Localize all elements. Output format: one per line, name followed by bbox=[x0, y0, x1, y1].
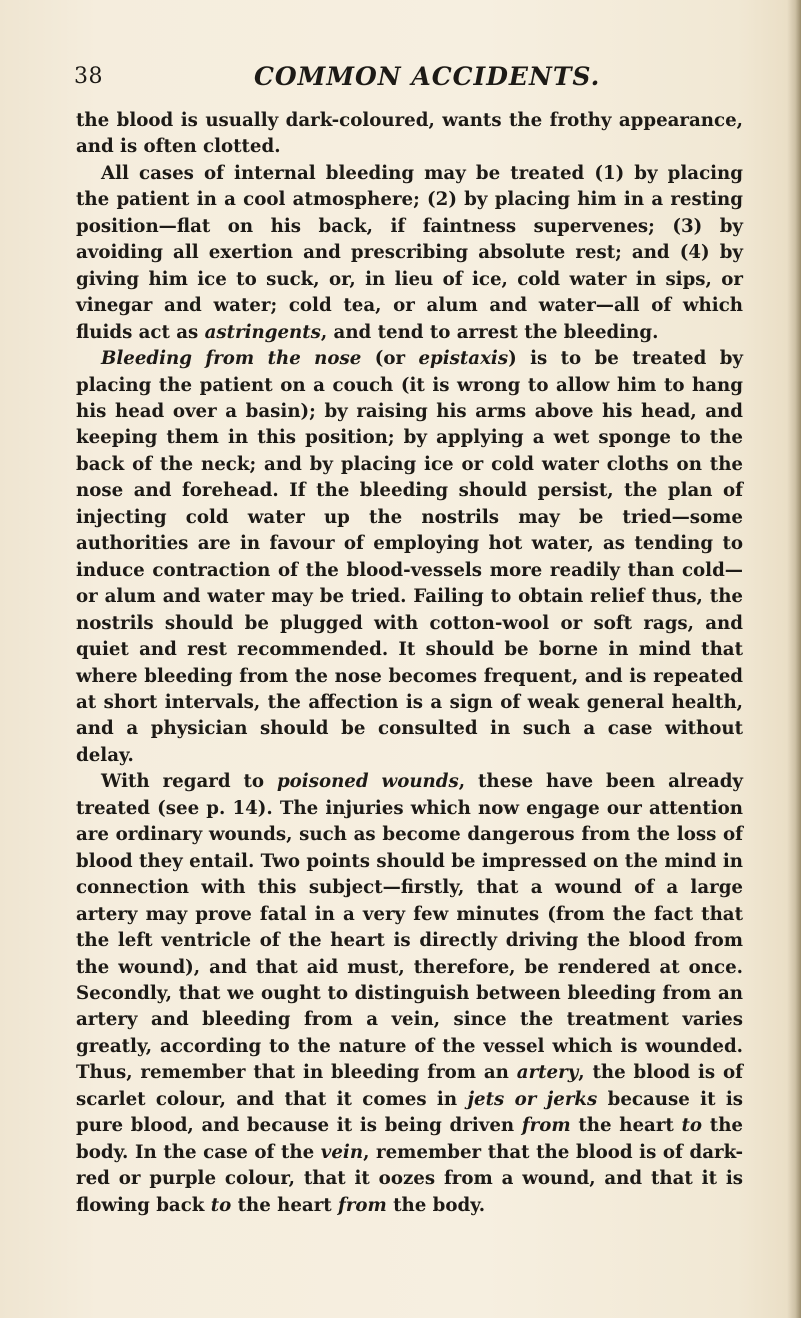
paragraph-4-text: , the blood is of scarlet colour, and that it comes in bbox=[76, 1062, 743, 1110]
paragraph-2-text-end: , and tend to arrest the bleeding. bbox=[320, 321, 659, 343]
body-text bbox=[76, 108, 743, 1219]
paragraph-4-text: , these have been already treated (see p. 14). The injuries which now engage our attention are ordinary wounds, such as become dangerous from the loss of blood they entail. Two points should be impressed on the mind in connection with this subject—firstly, that a wound of a large artery may prove fatal in a very few minutes (from the fact that the left ventricle of the heart is directly driving the blood from the wound), and that aid must, therefore, be rendered at once. Secondly, that we ought to distinguish between bleeding from an artery and bleeding from a vein, since the treatment varies greatly, according to the nature of the vessel which is wounded. Thus, remember that in bleeding from an bbox=[76, 771, 743, 1084]
page-number: 38 bbox=[74, 64, 103, 89]
term-bleeding-from-the-nose: Bleeding from the nose bbox=[101, 348, 362, 370]
paragraph-4-text: the body. In the case of the bbox=[76, 1115, 743, 1163]
term-astringents: astringents bbox=[204, 321, 321, 343]
term-from: from bbox=[338, 1194, 387, 1216]
paragraph-2 bbox=[76, 161, 743, 346]
paragraph-4 bbox=[76, 769, 743, 1219]
running-title: COMMON ACCIDENTS. bbox=[254, 62, 601, 91]
term-from: from bbox=[521, 1115, 571, 1137]
term-jets-or-jerks: jets or jerks bbox=[467, 1088, 598, 1110]
term-vein: vein bbox=[320, 1141, 364, 1163]
paragraph-4-text: because it is pure blood, and because it is being driven bbox=[76, 1088, 744, 1137]
paragraph-4-text: With regard to bbox=[101, 771, 277, 793]
term-to: to bbox=[210, 1194, 232, 1216]
paragraph-3 bbox=[76, 346, 743, 769]
paragraph-4-text: the heart bbox=[231, 1194, 339, 1216]
term-to: to bbox=[681, 1115, 703, 1137]
paragraph-4-text-end: the body. bbox=[386, 1194, 486, 1216]
paragraph-4-text: , remember that the blood is of dark-red or purple colour, that it oozes from a wound, and that it is flowing back bbox=[76, 1141, 743, 1216]
paragraph-1-text: the blood is usually dark-coloured, wants the frothy appearance, and is often clotted. bbox=[76, 110, 743, 158]
paragraph-2-text: All cases of internal bleeding may be treated (1) by placing the patient in a cool atmosphere; (2) by placing him in a resting position—flat on his back, if faintness supervenes; (3) by avoiding all exertion and prescribing absolute rest; and (4) by giving him ice to suck, or, in lieu of ice, cold water in sips, or vinegar and water; cold tea, or alum and water—all of which fluids act as bbox=[76, 162, 743, 343]
page-edge-shadow bbox=[787, 0, 801, 1318]
term-poisoned-wounds: poisoned wounds bbox=[276, 771, 459, 793]
term-epistaxis: epistaxis bbox=[418, 348, 509, 370]
paragraph-3-text: (or bbox=[361, 348, 419, 370]
paragraph-1 bbox=[76, 108, 743, 161]
paragraph-3-text-end: ) is to be treated by placing the patient on a couch (it is wrong to allow him to hang his head over a basin); by raising his arms above his head, and keeping them in this position; by applying a wet sponge to the back of the neck; and by placing ice or cold water cloths on the nose and forehead. If the bleeding should persist, the plan of injecting cold water up the nostrils may be tried—some authorities are in favour of employing hot water, as tending to induce contraction of the blood-vessels more readily than cold—or alum and water may be tried. Failing to obtain relief thus, the nostrils should be plugged with cotton-wool or soft rags, and quiet and rest recommended. It should be borne in mind that where bleeding from the nose becomes frequent, and is repeated at short intervals, the affection is a sign of weak general health, and a physician should be consulted in such a case without delay. bbox=[76, 348, 743, 766]
term-artery: artery bbox=[516, 1062, 579, 1084]
paragraph-4-text: the heart bbox=[570, 1115, 682, 1137]
page-header bbox=[74, 64, 744, 104]
